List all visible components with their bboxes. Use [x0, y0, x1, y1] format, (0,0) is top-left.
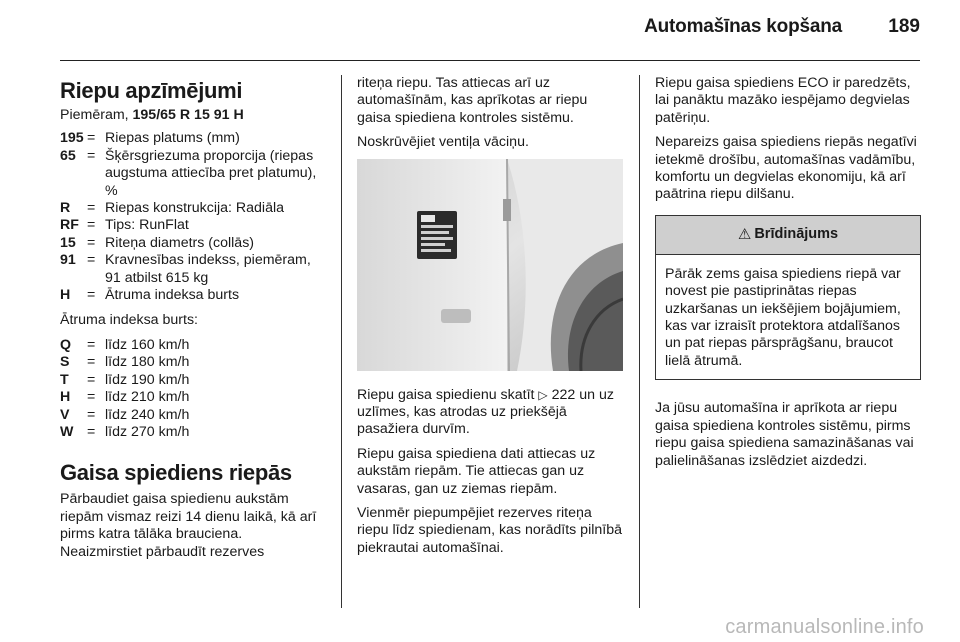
tire-code-equals: =	[87, 130, 96, 147]
sticker-location-text: un uz uzlīmes, kas atrodas uz priekšējā pasažiera durvīm.	[357, 386, 614, 438]
tire-code-term: 195	[60, 130, 84, 147]
tire-code-equals: =	[87, 234, 96, 251]
door-sticker-illustration	[357, 159, 623, 371]
speed-index-intro: Ātruma indeksa burts:	[60, 312, 198, 329]
col3-paragraph-2: Nepareizs gaisa spiediens riepās negatīvi ietekmē drošību, automašīnas vadāmību, komfortu un degvielas ekonomiju, kā arī paātrina riepu dilšanu.	[655, 134, 917, 203]
tire-code-description: Ātruma indeksa burts	[105, 287, 240, 304]
heading-tire-markings: Riepu apzīmējumi	[60, 78, 243, 103]
speed-code-term: W	[60, 423, 74, 440]
example-prefix: Piemēram,	[60, 107, 133, 123]
tire-code-term: 15	[60, 234, 76, 251]
speed-code-row	[60, 389, 325, 406]
column-1	[60, 75, 325, 568]
tire-code-term: 65	[60, 147, 76, 164]
speed-code-description: līdz 180 km/h	[105, 354, 190, 371]
tire-code-term: R	[60, 200, 71, 217]
speed-code-row	[60, 337, 325, 354]
col3-paragraph-3: Ja jūsu automašīna ir aprīkota ar riepu gaisa spiediena kontroles sistēmu, pirms riepu gaisa spiediena samazināšanas vai palielināšanas izslēdziet aizdedzi.	[655, 400, 914, 469]
speed-code-description: līdz 160 km/h	[105, 336, 190, 353]
column-2	[357, 75, 623, 564]
tire-code-description: Riepas platums (mm)	[105, 130, 240, 147]
pressure-paragraph-1: Pārbaudiet gaisa spiedienu aukstām riepām vismaz reizi 14 dienu laikā, kā arī pirms katra tālāka brauciena. Neaizmirstiet pārbaudīt rezerves	[60, 491, 317, 560]
warning-triangle-icon: ⚠	[737, 226, 752, 244]
speed-code-row	[60, 354, 325, 371]
heading-tire-pressure: Gaisa spiediens riepās	[60, 460, 292, 486]
tire-code-row	[60, 130, 325, 147]
tire-code-term: H	[60, 287, 71, 304]
speed-code-term: T	[60, 371, 69, 388]
speed-code-term: Q	[60, 336, 72, 353]
tire-code-equals: =	[87, 287, 96, 304]
tire-code-description: Šķērsgriezuma proporcija (riepas augstuma attiecība pret platumu), %	[105, 147, 317, 199]
speed-code-term: S	[60, 354, 70, 371]
tire-code-row	[60, 235, 325, 252]
column-divider-1	[341, 75, 342, 608]
warning-box	[655, 215, 921, 380]
tire-code-list	[60, 130, 325, 304]
speed-code-equals: =	[87, 423, 96, 440]
speed-code-equals: =	[87, 336, 96, 353]
speed-code-row	[60, 407, 325, 424]
speed-code-term: H	[60, 389, 71, 406]
page-ref-number[interactable]: 222	[551, 386, 576, 403]
page-header	[0, 0, 960, 60]
speed-code-term: V	[60, 406, 70, 423]
door-latch	[503, 199, 511, 221]
col2-paragraph-2: Noskrūvējiet ventiļa vāciņu.	[357, 134, 529, 151]
tire-code-description: Riepas konstrukcija: Radiāla	[105, 200, 285, 217]
tire-code-term: RF	[60, 217, 79, 234]
door-edge	[357, 159, 507, 371]
warning-text: Pārāk zems gaisa spiediens riepā var novest pie pastiprinātas riepas uzkaršanas un iekšējiem bojājumiem, kas var izraisīt protektora atdalīšanos un pat riepas pārsprāgšanu, braucot lielā ātrumā.	[665, 265, 901, 369]
tire-code-description: Kravnesības indekss, piemēram, 91 atbilst 615 kg	[105, 252, 311, 286]
col2-paragraph-1: riteņa riepu. Tas attiecas arī uz automašīnām, kas aprīkotas ar riepu gaisa spiediena kontroles sistēmu.	[357, 75, 588, 126]
pressure-sticker	[417, 211, 457, 259]
col2-paragraph-5: Vienmēr piepumpējiet rezerves riteņa riepu līdz spiedienam, kas norādīts pilnībā piekrautai automašīnai.	[357, 505, 622, 556]
speed-code-row	[60, 424, 325, 441]
warning-header	[656, 216, 920, 255]
pressure-ref-text: Riepu gaisa spiedienu skatīt	[357, 386, 539, 403]
col2-paragraph-3	[357, 387, 623, 439]
tire-code-equals: =	[87, 200, 96, 217]
page-number: 189	[888, 16, 920, 37]
tire-code-row	[60, 200, 325, 217]
example-code: 195/65 R 15 91 H	[132, 107, 244, 123]
tire-code-equals: =	[87, 252, 96, 269]
speed-code-equals: =	[87, 406, 96, 423]
door-hinge	[441, 309, 471, 323]
speed-code-equals: =	[87, 371, 96, 388]
tire-code-term: 91	[60, 252, 76, 269]
col3-paragraph-1: Riepu gaisa spiediens ECO ir paredzēts, lai panāktu mazāko iespējamo degvielas patēriņu.	[655, 75, 911, 126]
speed-code-description: līdz 240 km/h	[105, 406, 190, 423]
tire-code-description: Tips: RunFlat	[105, 217, 189, 234]
speed-code-list	[60, 337, 325, 441]
tire-code-equals: =	[87, 217, 96, 234]
tire-code-row	[60, 287, 325, 304]
speed-code-description: līdz 270 km/h	[105, 423, 190, 440]
speed-code-description: līdz 210 km/h	[105, 389, 190, 406]
col2-paragraph-4: Riepu gaisa spiediena dati attiecas uz aukstām riepām. Tie attiecas gan uz vasaras, gan uz ziemas riepām.	[357, 445, 596, 497]
column-divider-2	[639, 75, 640, 608]
speed-code-equals: =	[87, 354, 96, 371]
speed-code-row	[60, 372, 325, 389]
speed-code-description: līdz 190 km/h	[105, 371, 190, 388]
page-ref-icon: ▷	[538, 387, 548, 402]
warning-title: Brīdinājums	[754, 226, 839, 243]
tire-code-row	[60, 252, 325, 287]
watermark: carmanualsonline.info	[725, 616, 924, 638]
speed-code-equals: =	[87, 389, 96, 406]
tire-code-example	[60, 107, 325, 124]
tire-code-row	[60, 217, 325, 234]
column-3	[655, 75, 921, 477]
tire-code-equals: =	[87, 147, 96, 164]
section-title: Automašīnas kopšana	[644, 16, 842, 37]
header-divider	[60, 60, 920, 61]
tire-code-description: Riteņa diametrs (collās)	[105, 234, 255, 251]
tire-code-row	[60, 148, 325, 200]
